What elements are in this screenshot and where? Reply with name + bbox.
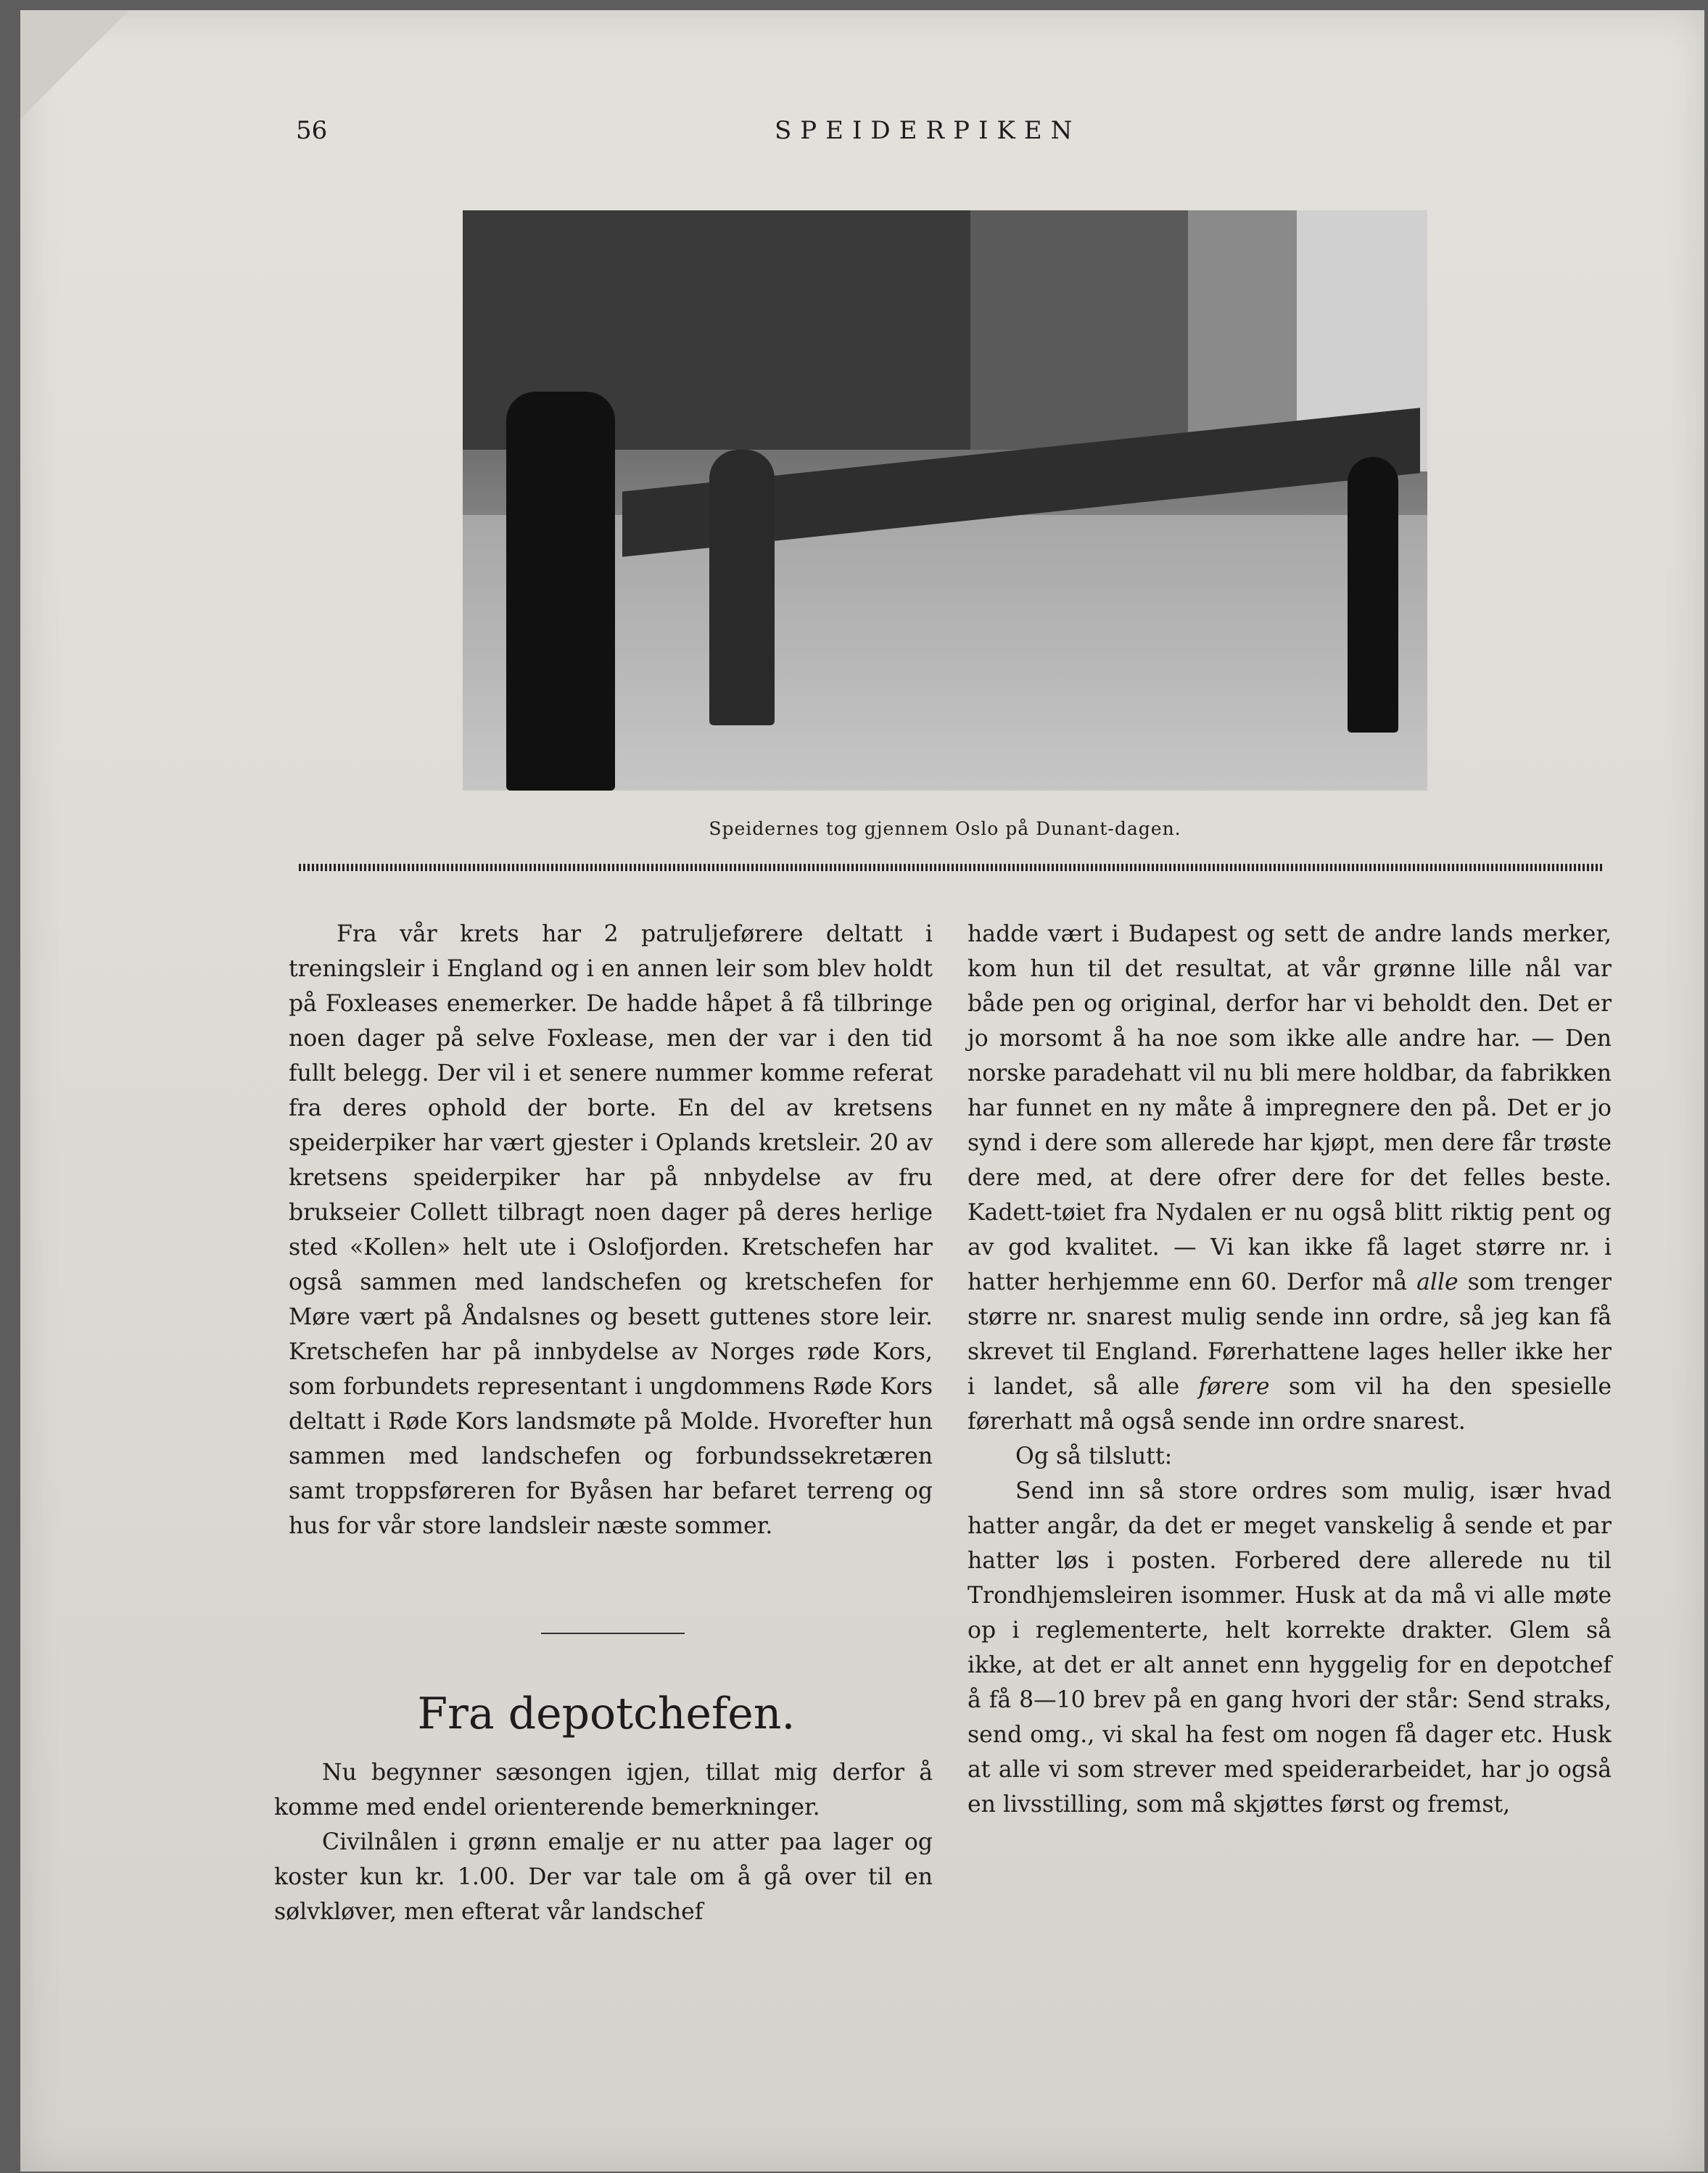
text-run: hadde vært i Budapest og sett de andre lands merker, kom hun til det resultat, at vår grønne lille nål var både pen og original, derfor har vi beholdt den. Det er jo morsomt å ha noe som ikke alle andre har. — Den norske paradehatt vil nu bli mere holdbar, da fabrikken har funnet en ny måte å impregnere den på. Det er jo synd i dere som allerede har kjøpt, men dere får trøste dere med, at dere ofrer dere for det felles beste. Kadett-tøiet fra Nydalen er nu også blitt riktig pent og av god kvalitet. — Vi kan ikke få laget større nr. i hatter herhjemme enn 60. Derfor må	[968, 921, 1612, 1295]
dotted-divider	[299, 864, 1604, 871]
page-fold	[20, 10, 129, 119]
parade-photo	[463, 210, 1427, 791]
italic-word-forere: førere	[1198, 1374, 1270, 1400]
photo-figure-foreground	[506, 392, 615, 791]
running-title: SPEIDERPIKEN	[775, 116, 1081, 145]
left-column-article	[289, 917, 933, 1543]
italic-word-alle: alle	[1416, 1269, 1459, 1295]
article-paragraph: Fra vår krets har 2 patruljeførere deltatt i treningsleir i England og i en annen leir som blev holdt på Foxleases enemerker. De hadde håpet å få tilbringe noen dager på selve Foxlease, men der var i den tid fullt belegg. Der vil i et senere nummer komme referat fra deres ophold der borte. En del av kretsens speiderpiker har vært gjester i Oplands kretsleir. 20 av kretsens speiderpiker har på nnbydelse av fru brukseier Collett tilbragt noen dager på deres herlige sted «Kollen» helt ute i Oslofjorden. Kretschefen har også sammen med landschefen og kretschefen for Møre vært på Åndalsnes og besett guttenes store leir. Kretschefen har på innbydelse av Norges røde Kors, som forbundets representant i ungdommens Røde Kors deltatt i Røde Kors landsmøte på Molde. Hvorefter hun sammen med landschefen og forbundssekretæren samt troppsføreren for Byåsen har befaret terreng og hus for vår store landsleir næste sommer.	[289, 921, 933, 1539]
photo-figure-drummer	[709, 450, 775, 725]
photo-building-mid	[970, 210, 1188, 450]
page-header	[281, 116, 1152, 152]
photo-building-far	[1188, 210, 1297, 450]
text-run: som vil ha den spesielle førerhatt må også sende inn ordre snarest.	[968, 1374, 1612, 1435]
section-divider	[541, 1633, 685, 1634]
depot-paragraph-closing-intro: Og så tilslutt:	[1015, 1443, 1173, 1469]
page-number: 56	[296, 116, 328, 145]
magazine-page	[20, 10, 1704, 2172]
left-column-depot	[274, 1755, 933, 1929]
photo-caption: Speidernes tog gjennem Oslo på Dunant-dagen.	[709, 818, 1181, 839]
depot-paragraph-1: Nu begynner sæsongen igjen, tillat mig derfor å komme med endel orienterende bemerkninger.	[274, 1760, 933, 1821]
photo-figure-right	[1348, 457, 1398, 733]
section-heading: Fra depotchefen.	[417, 1688, 796, 1739]
text-run: som trenger større nr. snarest mulig sende inn ordre, så jeg kan få skrevet til England. Førerhattene lages heller ikke her i landet, så alle	[968, 1269, 1612, 1400]
depot-continuation-paragraph	[968, 917, 1612, 1439]
depot-paragraph-2: Civilnålen i grønn emalje er nu atter paa lager og koster kun kr. 1.00. Der var tale om å gå over til en sølvkløver, men efterat vår landschef	[274, 1829, 933, 1925]
right-column-depot	[968, 917, 1612, 1822]
depot-paragraph-closing: Send inn så store ordres som mulig, især hvad hatter angår, da det er meget vanskelig å sende et par hatter løs i posten. Forbered dere allerede nu til Trondhjemsleiren isommer. Husk at da må vi alle møte op i reglementerte, helt korrekte drakter. Glem så ikke, at det er alt annet enn hyggelig for en depotchef å få 8—10 brev på en gang hvori der står: Send straks, send omg., vi skal ha fest om nogen få dager etc. Husk at alle vi som strever med speiderarbeidet, har jo også en livsstilling, som må skjøttes først og fremst,	[968, 1478, 1612, 1818]
